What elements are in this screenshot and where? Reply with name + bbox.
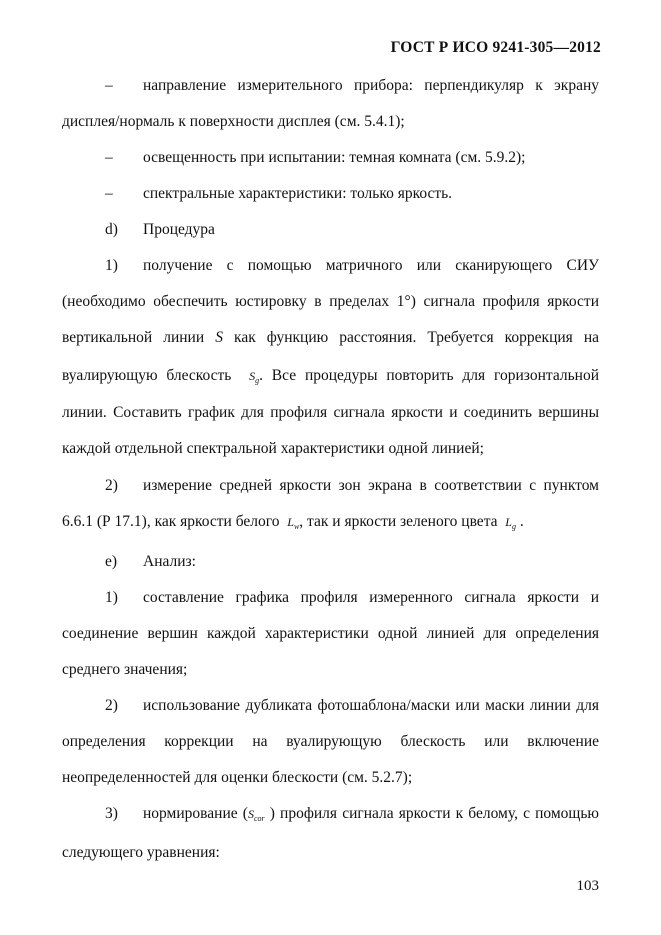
paragraph-line: следующего уравнения: — [62, 844, 220, 861]
list-marker: 2) — [105, 697, 118, 714]
list-item-text: освещенность при испытании: темная комната (см. 5.9.2); — [143, 149, 526, 166]
section-marker: е) — [105, 553, 118, 570]
paragraph-line: измерение средней яркости зон экрана в соответствии с пунктом — [143, 477, 599, 494]
paragraph-line: (необходимо обеспечить юстировку в пределах 1°) сигнала профиля яркости — [62, 293, 599, 310]
paragraph-line: неопределенностей для оценки блескости (см. 5.2.7); — [62, 769, 413, 786]
section-heading: Анализ: — [143, 553, 196, 570]
list-marker: 2) — [105, 477, 118, 494]
paragraph-line: получение с помощью матричного или сканирующего СИУ — [143, 257, 599, 274]
paragraph-line: вуалирующую блескость $S_g$. Все процедуры повторить для горизонтальной — [62, 367, 599, 385]
paragraph-line: каждой отдельной спектральной характеристики одной линией; — [62, 440, 484, 457]
paragraph-line: линии. Составить график для профиля сигнала яркости и соединить вершины — [62, 404, 599, 421]
paragraph-line: вертикальной линии S как функцию расстояния. Требуется коррекция на — [62, 329, 600, 346]
variable-l-w: $L_w$ — [287, 515, 300, 531]
variable-s: S — [215, 329, 223, 346]
list-marker: – — [105, 185, 113, 202]
page-header: ГОСТ Р ИСО 9241-305—2012 — [390, 39, 601, 56]
variable-l-g: $L_g$ — [505, 515, 516, 531]
paragraph-line: определения коррекции на вуалирующую блескость или включение — [62, 733, 599, 750]
paragraph-line: нормирование ($S_{cor}$ ) профиля сигнала яркости к белому, с помощью — [143, 805, 599, 823]
paragraph-line: соединение вершин каждой характеристики одной линией для определения — [62, 625, 599, 642]
list-marker: 1) — [105, 589, 118, 606]
paragraph-line: составление графика профиля измеренного сигнала яркости и — [143, 589, 599, 606]
page-number: 103 — [576, 878, 599, 894]
paragraph-line: 6.6.1 (Р 17.1), как яркости белого $L_w$, так и яркости зеленого цвета $L_g$ . — [62, 513, 524, 531]
list-item-continuation: дисплея/нормаль к поверхности дисплея (см. 5.4.1); — [62, 113, 405, 130]
section-marker: d) — [105, 221, 118, 238]
variable-s-g: $S_g$ — [249, 369, 260, 385]
list-marker: – — [105, 77, 113, 94]
paragraph-line: использование дубликата фотошаблона/маски или маски линии для — [143, 697, 599, 714]
list-item-text: направление измерительного прибора: перпендикуляр к экрану — [143, 77, 599, 94]
list-marker: 3) — [105, 805, 118, 822]
variable-s-cor: $S_{cor}$ — [247, 807, 265, 823]
list-item-text: спектральные характеристики: только яркость. — [143, 185, 453, 202]
list-marker: 1) — [105, 257, 118, 274]
list-marker: – — [105, 149, 113, 166]
paragraph-line: среднего значения; — [62, 661, 188, 678]
section-heading: Процедура — [143, 221, 215, 238]
